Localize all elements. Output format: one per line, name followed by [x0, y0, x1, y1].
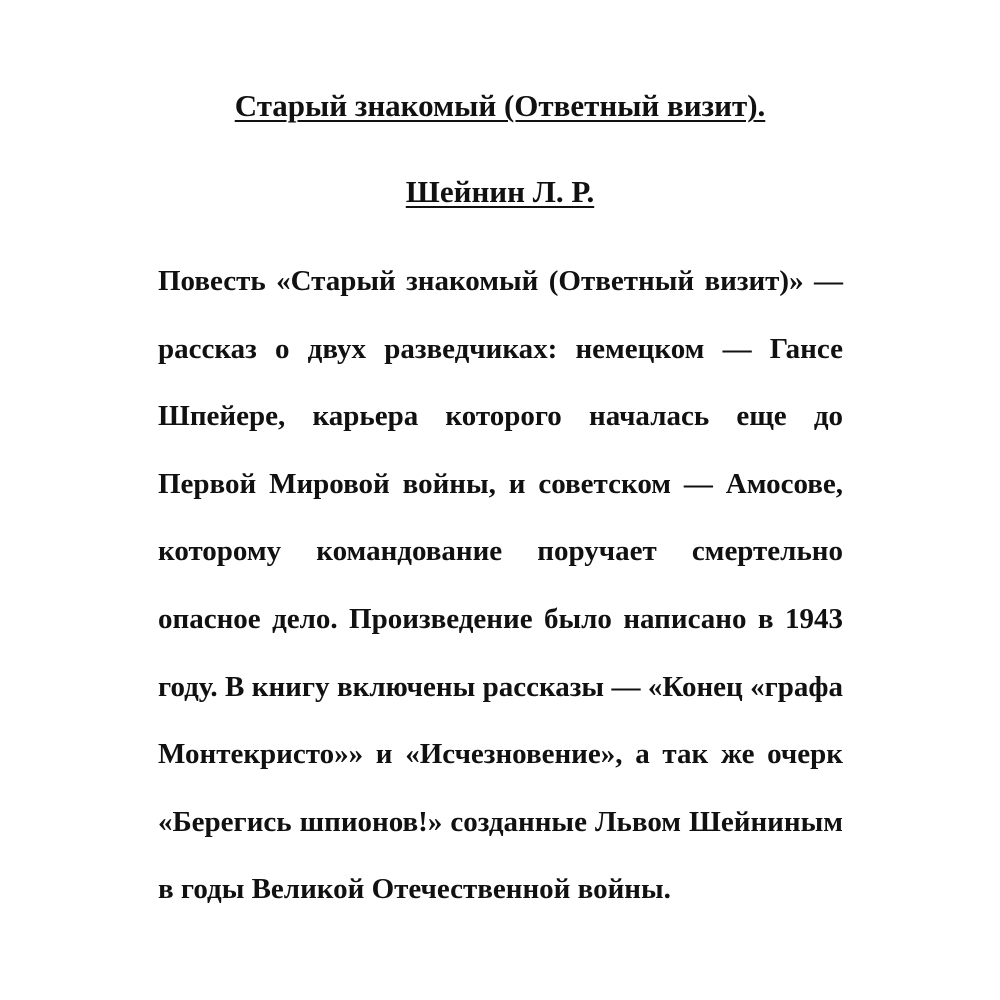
document-author: Шейнин Л. Р. [405, 174, 595, 209]
document-title: Старый знакомый (Ответный визит). [234, 88, 766, 123]
description-paragraph: Повесть «Старый знакомый (Ответный визит)» — рассказ о двух разведчиках: немецком — Гансе Шпейере, карьера которого началась еще до Первой Мировой войны, и советском — Амосове, которому командование поручает смертельно опасное дело. Произведение было написано в 1943 году. В книгу включены рассказы — «Конец «графа Монтекристо»» и «Исчезновение», а так же очерк «Берегись шпионов!» созданные Львом Шейниным в годы Великой Отечественной войны. [158, 265, 843, 906]
